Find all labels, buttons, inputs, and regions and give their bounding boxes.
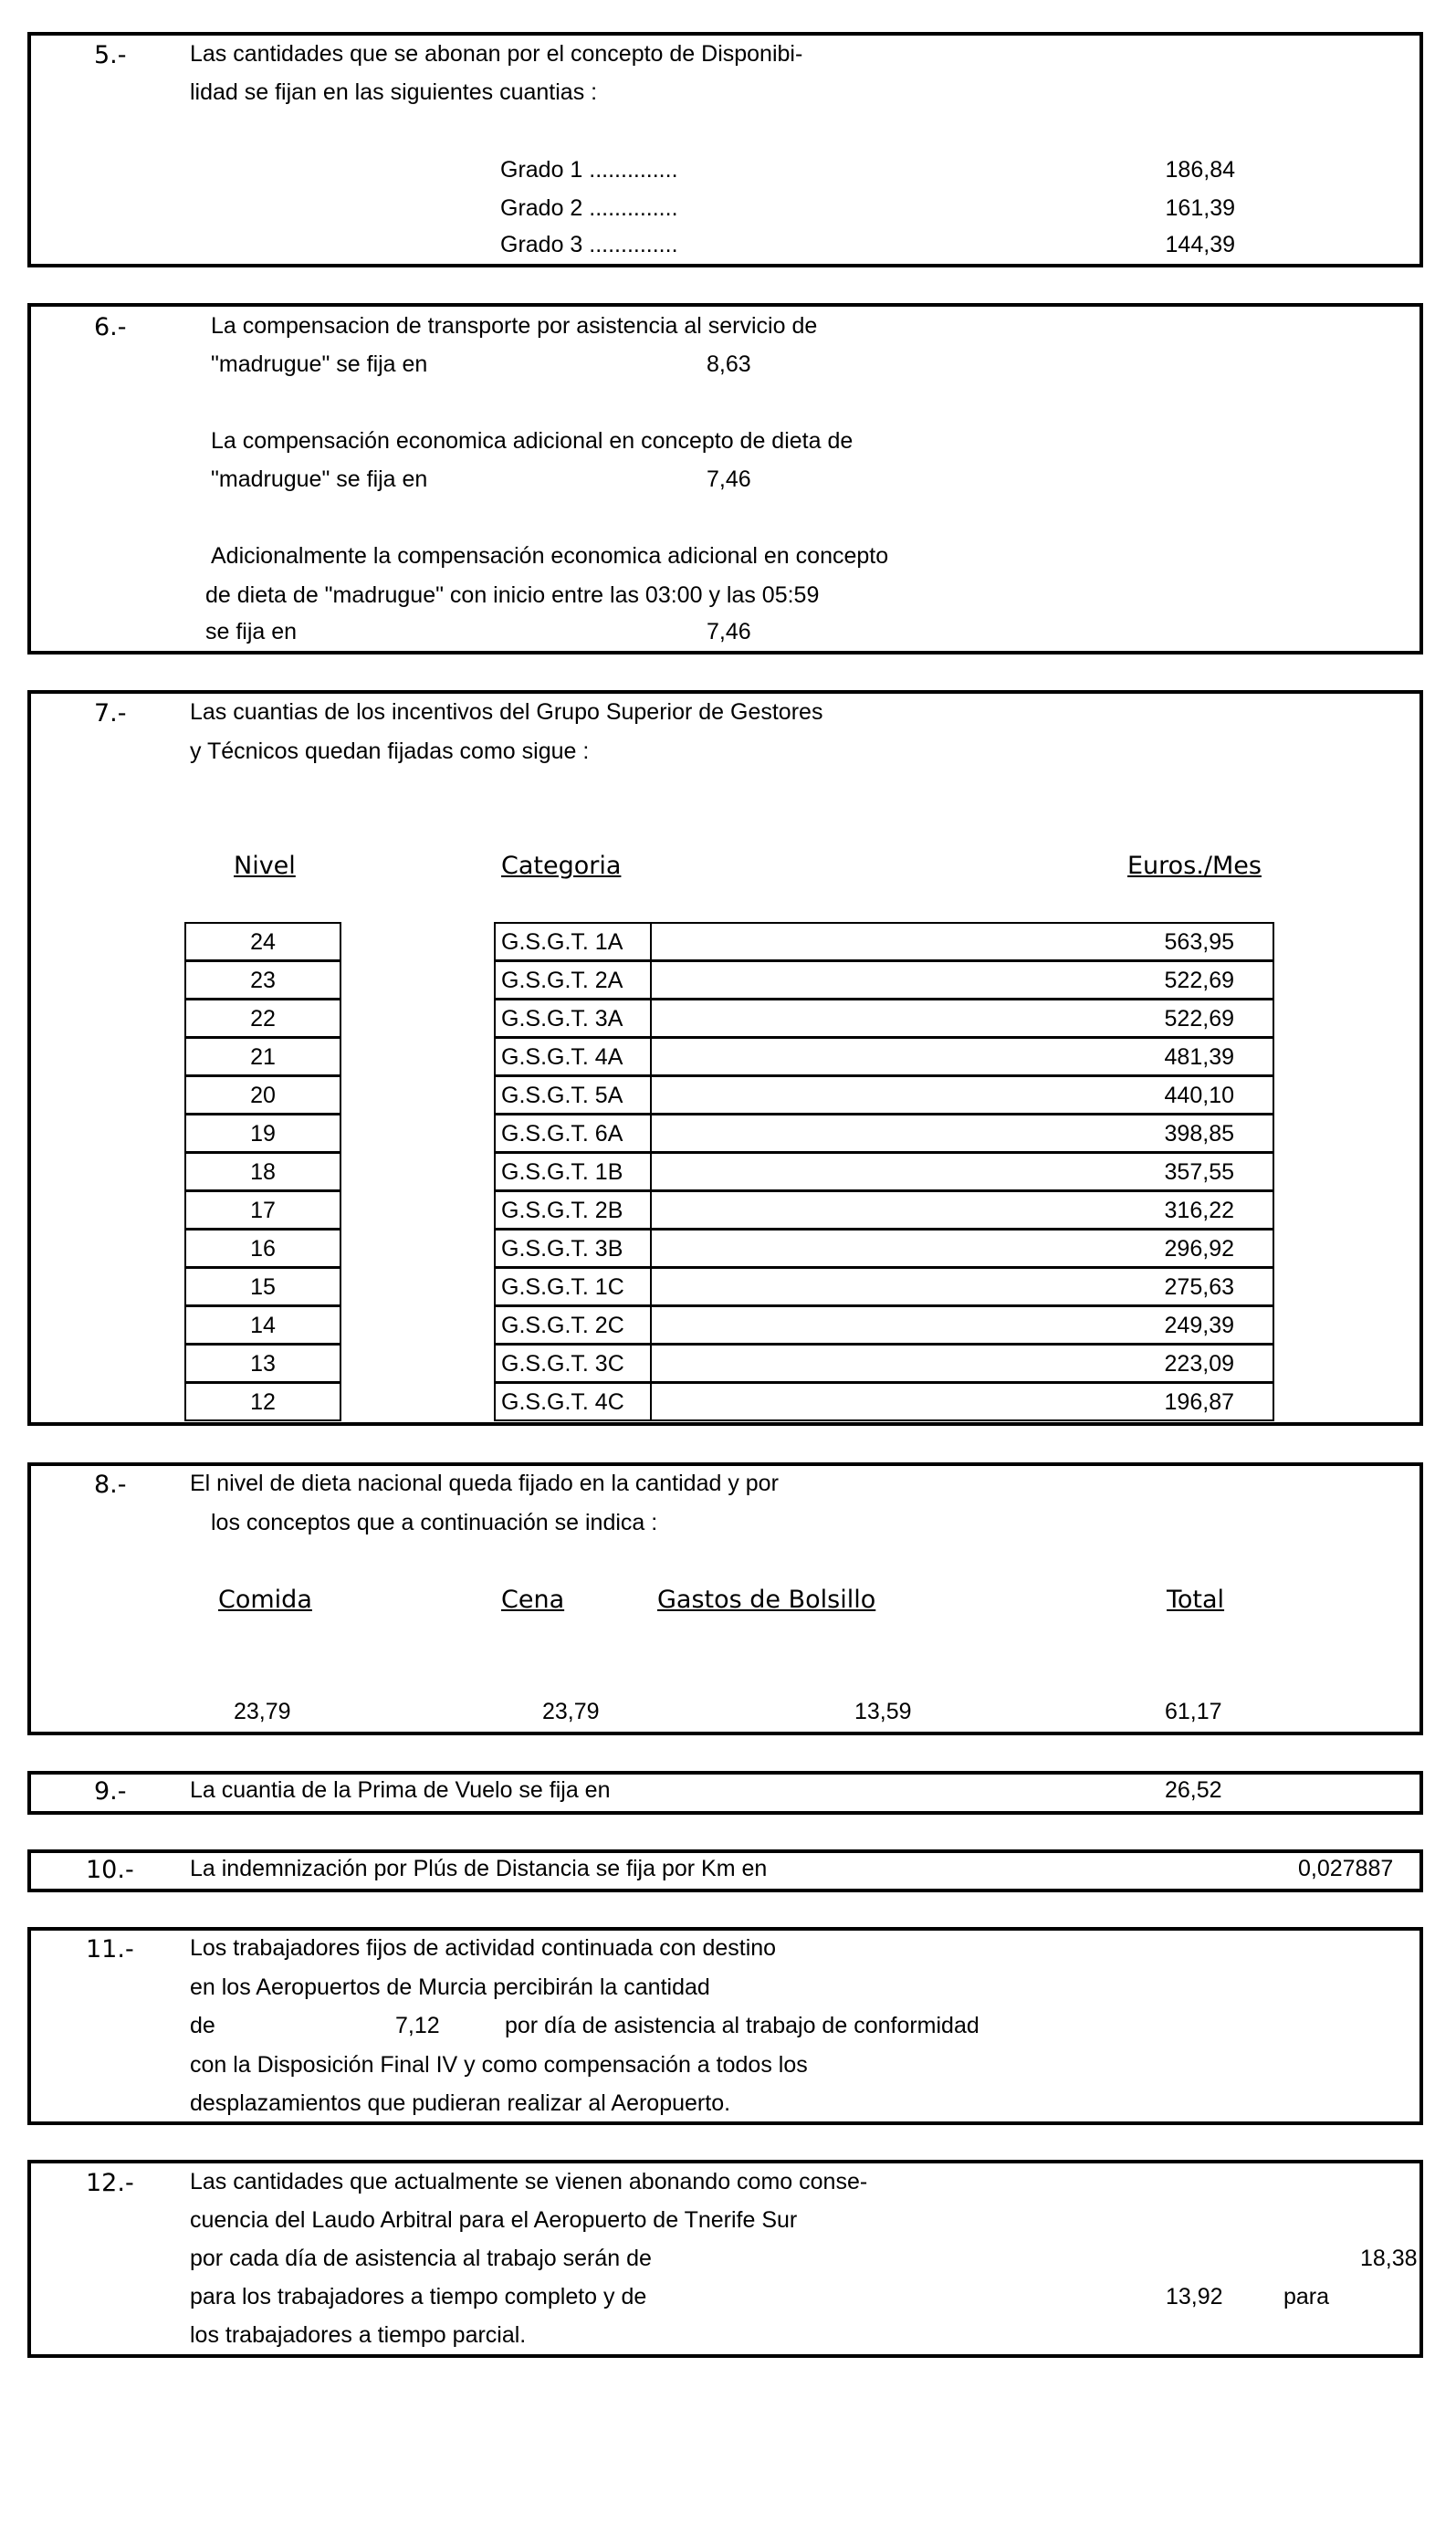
section-11-line-4: con la Disposición Final IV y como compensación a todos los: [190, 2052, 808, 2078]
section-12-line-2: cuencia del Laudo Arbitral para el Aeropuerto de Tnerife Sur: [190, 2207, 798, 2233]
euros-cell: 249,39: [650, 1305, 1274, 1345]
euros-header: Euros./Mes: [1127, 852, 1262, 880]
nivel-cell: 16: [184, 1229, 341, 1268]
section-11-line-1: Los trabajadores fijos de actividad continuada con destino: [190, 1935, 777, 1961]
murcia-value: 7,12: [395, 2013, 440, 2038]
section-8-line-1: El nivel de dieta nacional queda fijado en la cantidad y por: [190, 1471, 779, 1496]
extra-diet-line-2: de dieta de "madrugue" con inicio entre las 03:00 y las 05:59: [205, 582, 820, 608]
nivel-cell: 23: [184, 960, 341, 1000]
nivel-cell: 24: [184, 922, 341, 961]
euros-cell: 196,87: [650, 1382, 1274, 1421]
euros-cell: 357,55: [650, 1152, 1274, 1191]
nivel-header: Nivel: [234, 852, 296, 880]
euros-cell: 398,85: [650, 1114, 1274, 1153]
section-9-text: La cuantia de la Prima de Vuelo se fija en: [190, 1777, 611, 1803]
categoria-cell: G.S.G.T. 5A: [494, 1075, 652, 1115]
extra-diet-line-3: se fija en: [205, 619, 298, 644]
nivel-cell: 22: [184, 999, 341, 1038]
euros-cell: 275,63: [650, 1267, 1274, 1306]
total-value: 61,17: [1165, 1699, 1222, 1724]
section-11-line-3: por día de asistencia al trabajo de conformidad: [505, 2013, 979, 2038]
nivel-cell: 12: [184, 1382, 341, 1421]
grade-3-value: 144,39: [1165, 232, 1235, 257]
categoria-cell: G.S.G.T. 1A: [494, 922, 652, 961]
nivel-cell: 14: [184, 1305, 341, 1345]
section-9-number: 9.-: [94, 1777, 127, 1806]
section-11-number: 11.-: [86, 1935, 134, 1964]
nivel-cell: 21: [184, 1037, 341, 1076]
nivel-cell: 19: [184, 1114, 341, 1153]
diet-line-2: "madrugue" se fija en: [211, 466, 428, 492]
euros-cell: 522,69: [650, 960, 1274, 1000]
euros-cell: 522,69: [650, 999, 1274, 1038]
categoria-cell: G.S.G.T. 2B: [494, 1190, 652, 1230]
section-6-number: 6.-: [94, 313, 127, 341]
flight-bonus-value: 26,52: [1165, 1777, 1222, 1803]
section-12-line-4: para los trabajadores a tiempo completo y de: [190, 2284, 647, 2309]
part-time-value: 13,92: [1166, 2284, 1223, 2309]
euros-cell: 563,95: [650, 922, 1274, 961]
categoria-cell: G.S.G.T. 1B: [494, 1152, 652, 1191]
euros-cell: 440,10: [650, 1075, 1274, 1115]
categoria-cell: G.S.G.T. 4A: [494, 1037, 652, 1076]
categoria-cell: G.S.G.T. 2C: [494, 1305, 652, 1345]
euros-cell: 481,39: [650, 1037, 1274, 1076]
grade-3-label: Grado 3 ..............: [500, 232, 678, 257]
grade-2-value: 161,39: [1165, 195, 1235, 221]
section-12-line-1: Las cantidades que actualmente se vienen abonando como conse-: [190, 2169, 868, 2194]
diet-line-1: La compensación economica adicional en concepto de dieta de: [211, 428, 854, 454]
section-5-line-1: Las cantidades que se abonan por el concepto de Disponibi-: [190, 41, 803, 67]
section-11-line-5: desplazamientos que pudieran realizar al Aeropuerto.: [190, 2090, 731, 2116]
gastos-header: Gastos de Bolsillo: [657, 1586, 876, 1614]
grade-1-label: Grado 1 ..............: [500, 157, 678, 183]
cena-header: Cena: [501, 1586, 565, 1614]
section-12-line-5: los trabajadores a tiempo parcial.: [190, 2322, 527, 2348]
extra-diet-value: 7,46: [707, 619, 751, 644]
full-time-value: 18,38: [1360, 2246, 1418, 2271]
grade-2-label: Grado 2 ..............: [500, 195, 678, 221]
section-10-number: 10.-: [86, 1856, 134, 1884]
nivel-cell: 18: [184, 1152, 341, 1191]
section-11-line-2: en los Aeropuertos de Murcia percibirán la cantidad: [190, 1974, 710, 2000]
section-10-text: La indemnización por Plús de Distancia se fija por Km en: [190, 1856, 768, 1881]
nivel-cell: 20: [184, 1075, 341, 1115]
transport-value: 8,63: [707, 351, 751, 377]
section-5-line-2: lidad se fijan en las siguientes cuantias :: [190, 79, 598, 105]
nivel-cell: 13: [184, 1344, 341, 1383]
diet-value: 7,46: [707, 466, 751, 492]
categoria-cell: G.S.G.T. 4C: [494, 1382, 652, 1421]
euros-cell: 316,22: [650, 1190, 1274, 1230]
categoria-cell: G.S.G.T. 3C: [494, 1344, 652, 1383]
section-12-para: para: [1283, 2284, 1330, 2309]
distance-value: 0,027887: [1298, 1856, 1394, 1881]
categoria-header: Categoria: [501, 852, 622, 880]
comida-header: Comida: [218, 1586, 312, 1614]
section-12-line-3: por cada día de asistencia al trabajo serán de: [190, 2246, 652, 2271]
comida-value: 23,79: [234, 1699, 291, 1724]
section-12-number: 12.-: [86, 2169, 134, 2197]
section-7-line-2: y Técnicos quedan fijadas como sigue :: [190, 738, 590, 764]
nivel-cell: 17: [184, 1190, 341, 1230]
categoria-cell: G.S.G.T. 3A: [494, 999, 652, 1038]
grade-1-value: 186,84: [1165, 157, 1235, 183]
euros-cell: 296,92: [650, 1229, 1274, 1268]
section-11-de: de: [190, 2013, 215, 2038]
transport-line-2: "madrugue" se fija en: [211, 351, 428, 377]
cena-value: 23,79: [542, 1699, 600, 1724]
categoria-cell: G.S.G.T. 1C: [494, 1267, 652, 1306]
categoria-cell: G.S.G.T. 6A: [494, 1114, 652, 1153]
extra-diet-line-1: Adicionalmente la compensación economica adicional en concepto: [211, 543, 889, 569]
categoria-cell: G.S.G.T. 2A: [494, 960, 652, 1000]
categoria-cell: G.S.G.T. 3B: [494, 1229, 652, 1268]
section-8-number: 8.-: [94, 1471, 127, 1499]
nivel-cell: 15: [184, 1267, 341, 1306]
total-header: Total: [1167, 1586, 1225, 1614]
transport-line-1: La compensacion de transporte por asistencia al servicio de: [211, 313, 818, 339]
section-7-number: 7.-: [94, 699, 127, 728]
euros-cell: 223,09: [650, 1344, 1274, 1383]
section-8-line-2: los conceptos que a continuación se indica :: [211, 1510, 658, 1535]
gastos-value: 13,59: [854, 1699, 912, 1724]
section-7-line-1: Las cuantias de los incentivos del Grupo Superior de Gestores: [190, 699, 823, 725]
section-5-number: 5.-: [94, 41, 127, 69]
